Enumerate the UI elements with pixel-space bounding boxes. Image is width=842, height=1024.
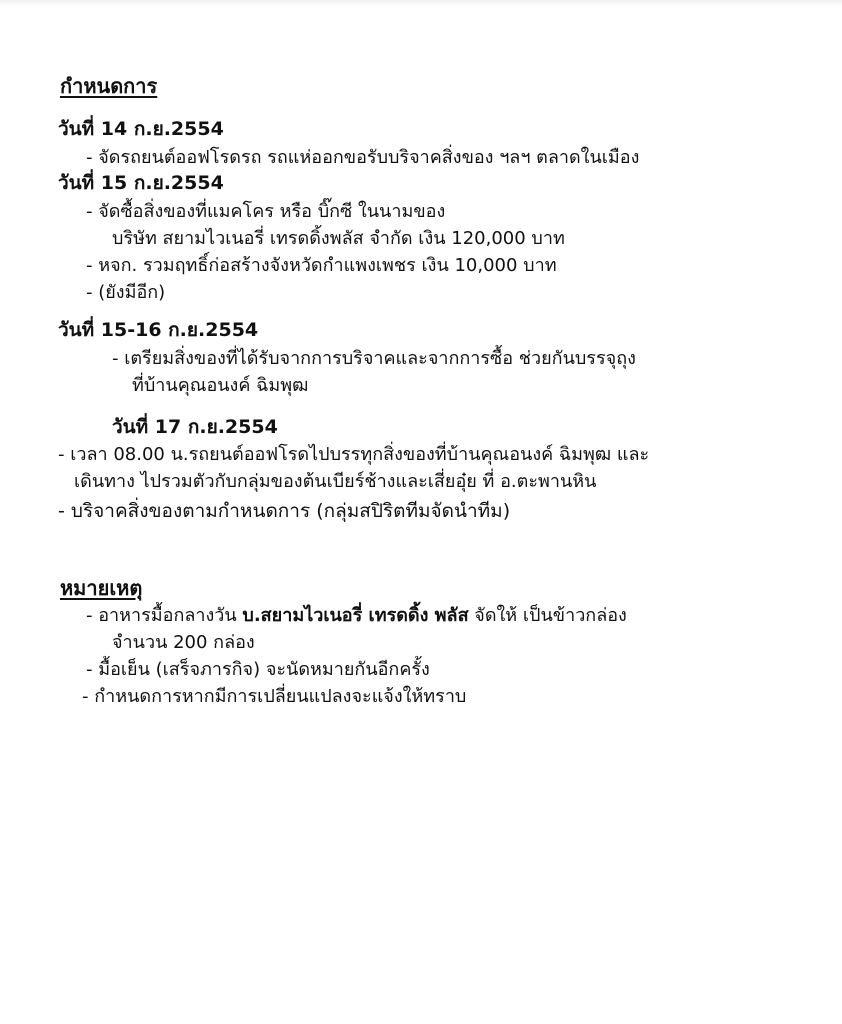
note-lunch-suffix: จัดให้ เป็นข้าวกล่อง [468,605,627,626]
schedule-item: - บริจาคสิ่งของตามกำหนดการ (กลุ่มสปิริตทีมจัดนำทีม) [58,500,511,522]
date-17-sep: วันที่ 17 ก.ย.2554 [112,416,278,438]
note-item-lunch [86,607,627,625]
note-item-changes: - กำหนดการหากมีการเปลี่ยนแปลงจะแจ้งให้ทราบ [82,686,467,707]
date-15-16-sep: วันที่ 15-16 ก.ย.2554 [58,319,259,341]
note-lunch-prefix: - อาหารมื้อกลางวัน [86,605,243,626]
schedule-item: - หจก. รวมฤทธิ์ก่อสร้างจังหวัดกำแพงเพชร เงิน 10,000 บาท [86,255,557,276]
note-lunch-company: บ.สยามไวเนอรี่ เทรดดิ้ง พลัส [242,605,469,626]
schedule-item-continuation: เดินทาง ไปรวมตัวกับกลุ่มของต้นเบียร์ช้างและเสี่ยอุ๋ย ที่ อ.ตะพานหิน [74,471,597,492]
schedule-item-continuation: บริษัท สยามไวเนอรี่ เทรดดิ้งพลัส จำกัด เงิน 120,000 บาท [112,228,565,249]
schedule-item-continuation: ที่บ้านคุณอนงค์ ฉิมพุฒ [132,375,309,396]
note-item-continuation: จำนวน 200 กล่อง [112,632,255,653]
notes-heading: หมายเหตุ [60,576,143,600]
schedule-item: - จัดซื้อสิ่งของที่แมคโคร หรือ บิ๊กซี ในนามของ [86,201,446,222]
schedule-item: - (ยังมีอีก) [86,282,166,303]
note-item-dinner: - มื้อเย็น (เสร็จภารกิจ) จะนัดหมายกันอีกครั้ง [86,659,430,680]
scan-edge-shadow [0,0,842,6]
date-15-sep: วันที่ 15 ก.ย.2554 [58,172,224,194]
schedule-item: - เวลา 08.00 น.รถยนต์ออฟโรดไปบรรทุกสิ่งของที่บ้านคุณอนงค์ ฉิมพุฒ และ [58,444,650,465]
schedule-item: - จัดรถยนต์ออฟโรดรถ รถแห่ออกขอรับบริจาคสิ่งของ ฯลฯ ตลาดในเมือง [86,147,640,168]
schedule-heading: กำหนดการ [60,74,158,98]
date-14-sep: วันที่ 14 ก.ย.2554 [58,118,224,140]
schedule-item: - เตรียมสิ่งของที่ได้รับจากการบริจาคและจากการซื้อ ช่วยกันบรรจุถุง [112,348,636,369]
